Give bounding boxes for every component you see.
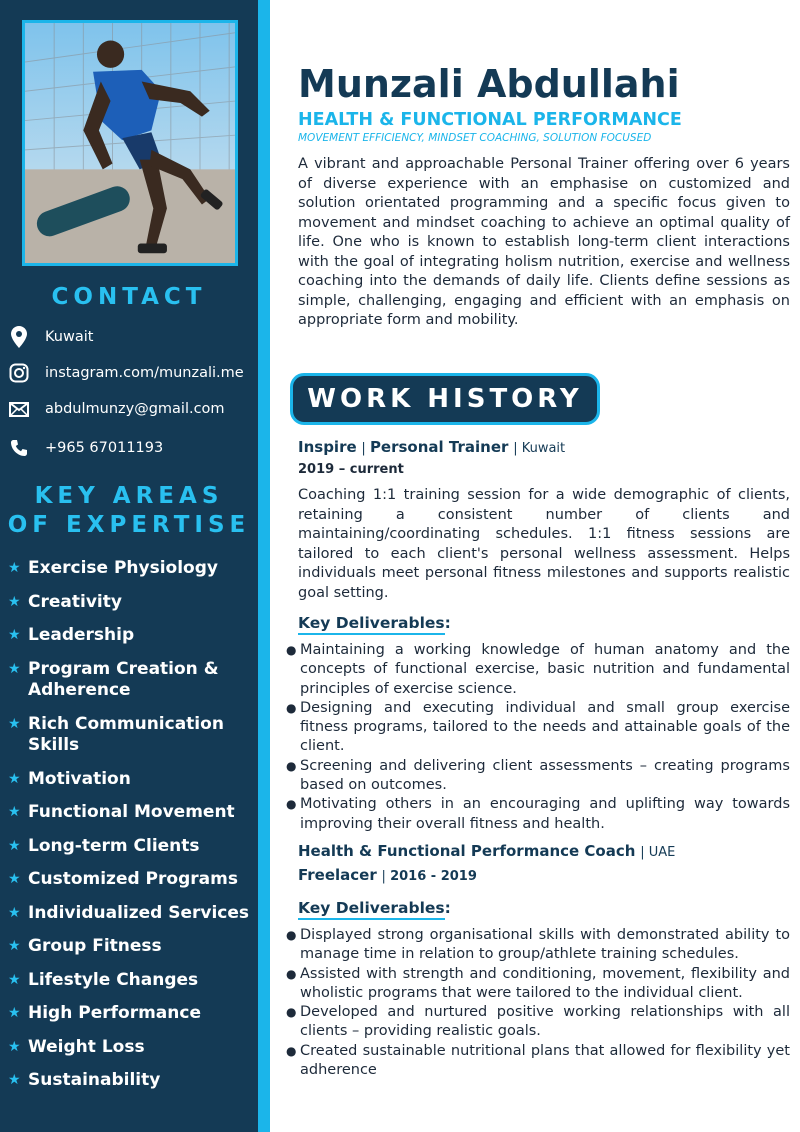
star-icon: ★ [8,971,21,988]
deliverable-item: ● Maintaining a working knowledge of human anatomy and the concepts of functional exercise, basic nutrition and fundamental principles of exercise science. [286,641,790,699]
expertise-item: ★ Exercise Physiology [8,558,218,578]
expertise-item: ★ High Performance [8,1003,201,1023]
job-company: Inspire [298,438,357,456]
contact-instagram[interactable] [8,362,244,384]
mail-icon [8,398,30,420]
star-icon: ★ [8,1072,21,1088]
work-history-heading-box [290,373,600,425]
star-icon: ★ [8,593,21,610]
job-company: Freelacer [298,865,377,884]
candidate-title: HEALTH & FUNCTIONAL PERFORMANCE [298,110,682,130]
deliverable-item: ● Assisted with strength and conditioning, movement, flexibility and wholistic programs that were tailored to the individual client. [286,965,790,1004]
expertise-heading [0,482,258,540]
contact-email[interactable] [8,398,225,420]
profile-photo [22,20,238,266]
job-header-line2: Freelacer | 2016 - 2019 [298,865,477,884]
bullet-icon: ● [286,927,297,942]
expertise-item: ★ Weight Loss [8,1036,145,1057]
bullet-icon: ● [286,1043,297,1058]
contact-phone-text[interactable]: +965 67011193 [45,440,164,456]
key-deliverables-heading: Key Deliverables: [298,898,790,918]
star-icon: ★ [8,938,21,954]
expertise-item: ★ Long-term Clients [8,835,200,856]
contact-instagram-text[interactable]: instagram.com/munzali.me [45,365,244,381]
star-icon: ★ [8,627,21,643]
expertise-item: ★ Functional Movement [8,802,235,822]
candidate-name: Munzali Abdullahi [298,62,680,106]
job-entry [286,436,790,834]
expertise-item: ★ Lifestyle Changes [8,969,199,990]
expertise-item: ★ Program Creation & Adherence [8,658,219,700]
expertise-heading-line2: OF EXPERTISE [7,512,251,538]
contact-phone[interactable] [8,437,163,459]
job-dates: 2016 - 2019 [390,868,477,884]
contact-email-text[interactable]: abdulmunzy@gmail.com [45,401,225,417]
star-icon: ★ [8,660,21,677]
star-icon: ★ [8,804,21,820]
bullet-icon: ● [286,1005,297,1020]
bullet-icon: ● [286,700,297,715]
bullet-icon: ● [286,643,297,657]
star-icon: ★ [8,770,21,787]
expertise-list [8,558,258,1104]
job-dates: 2019 – current [298,462,404,477]
expertise-item: ★ Creativity [8,591,122,612]
star-icon: ★ [8,1005,21,1021]
star-icon: ★ [8,904,21,921]
profile-summary: A vibrant and approachable Personal Trainer offering over 6 years of diverse experience with an emphasise on customized and solution orientated programming and a specific focus given to movement and mindset coaching to achieve an optimal quality of life. One who is known to establish long-term client interactions with the goal of integrating holism nutrition, exercise and wellness coaching into the demands of daily life. Clients define sessions as simple, challenging, engaging and efficient with an emphasis on appropriate form and mobility. [298,156,790,328]
expertise-item: ★ Leadership [8,625,135,645]
deliverable-item: ● Developed and nurtured positive working relationships with all clients – providing realistic goals. [286,1003,790,1042]
deliverable-item: ● Screening and delivering client assessments – creating programs based on outcomes. [286,757,790,796]
star-icon: ★ [8,715,21,732]
job-location: Kuwait [521,441,566,456]
job-entry [286,840,790,1080]
job-role: Health & Functional Performance Coach [298,841,636,860]
job-description: Coaching 1:1 training session for a wide demographic of clients, retaining a consistent number of clients and maintaining/coordinating schedules. 1:1 fitness sessions are tailored to each client's personal wellness assessment. Helps individuals meet personal fitness milestones and supports realistic goal setting. [298,487,790,601]
job-header: Health & Functional Performance Coach | UAE [298,841,676,860]
expertise-item: ★ Customized Programs [8,869,238,889]
star-icon: ★ [8,1038,21,1055]
bullet-icon: ● [286,966,297,981]
instagram-icon [8,362,30,384]
key-deliverables-heading: Key Deliverables: [298,613,790,633]
profile-header [298,60,790,331]
work-history-heading: WORK HISTORY [307,384,583,414]
bullet-icon: ● [286,797,297,812]
accent-bar [258,0,270,1132]
deliverables-list [286,641,790,834]
job-header: Inspire | Personal Trainer | Kuwait [298,438,566,456]
deliverable-item: ● Created sustainable nutritional plans that allowed for flexibility yet adherence [286,1042,790,1081]
contact-heading: CONTACT [51,284,207,310]
location-pin-icon [8,326,30,348]
expertise-item: ★ Group Fitness [8,936,162,956]
star-icon: ★ [8,560,21,576]
deliverable-item: ● Designing and executing individual and small group exercise fitness programs, tailored to the needs and attainable goals of the client. [286,699,790,757]
expertise-item: ★ Individualized Services [8,902,250,923]
bullet-icon: ● [286,758,297,773]
expertise-heading-line1: KEY AREAS [34,483,224,509]
star-icon: ★ [8,871,21,887]
deliverable-item: ● Displayed strong organisational skills with demonstrated ability to manage time in relation to group/athlete training schedules. [286,926,790,965]
deliverables-list [286,926,790,1080]
expertise-item: ★ Rich Communication Skills [8,713,224,755]
deliverable-item: ● Motivating others in an encouraging and uplifting way towards improving their overall fitness and health. [286,795,790,834]
contact-location [8,326,93,348]
job-role: Personal Trainer [369,438,509,456]
star-icon: ★ [8,837,21,854]
candidate-subtitle: MOVEMENT EFFICIENCY, MINDSET COACHING, SOLUTION FOCUSED [298,132,652,144]
contact-location-text: Kuwait [45,329,94,345]
phone-icon [8,437,30,459]
expertise-item: ★ Sustainability [8,1070,161,1090]
work-history-section [286,436,790,1080]
job-location: UAE [648,844,676,860]
expertise-item: ★ Motivation [8,768,131,789]
